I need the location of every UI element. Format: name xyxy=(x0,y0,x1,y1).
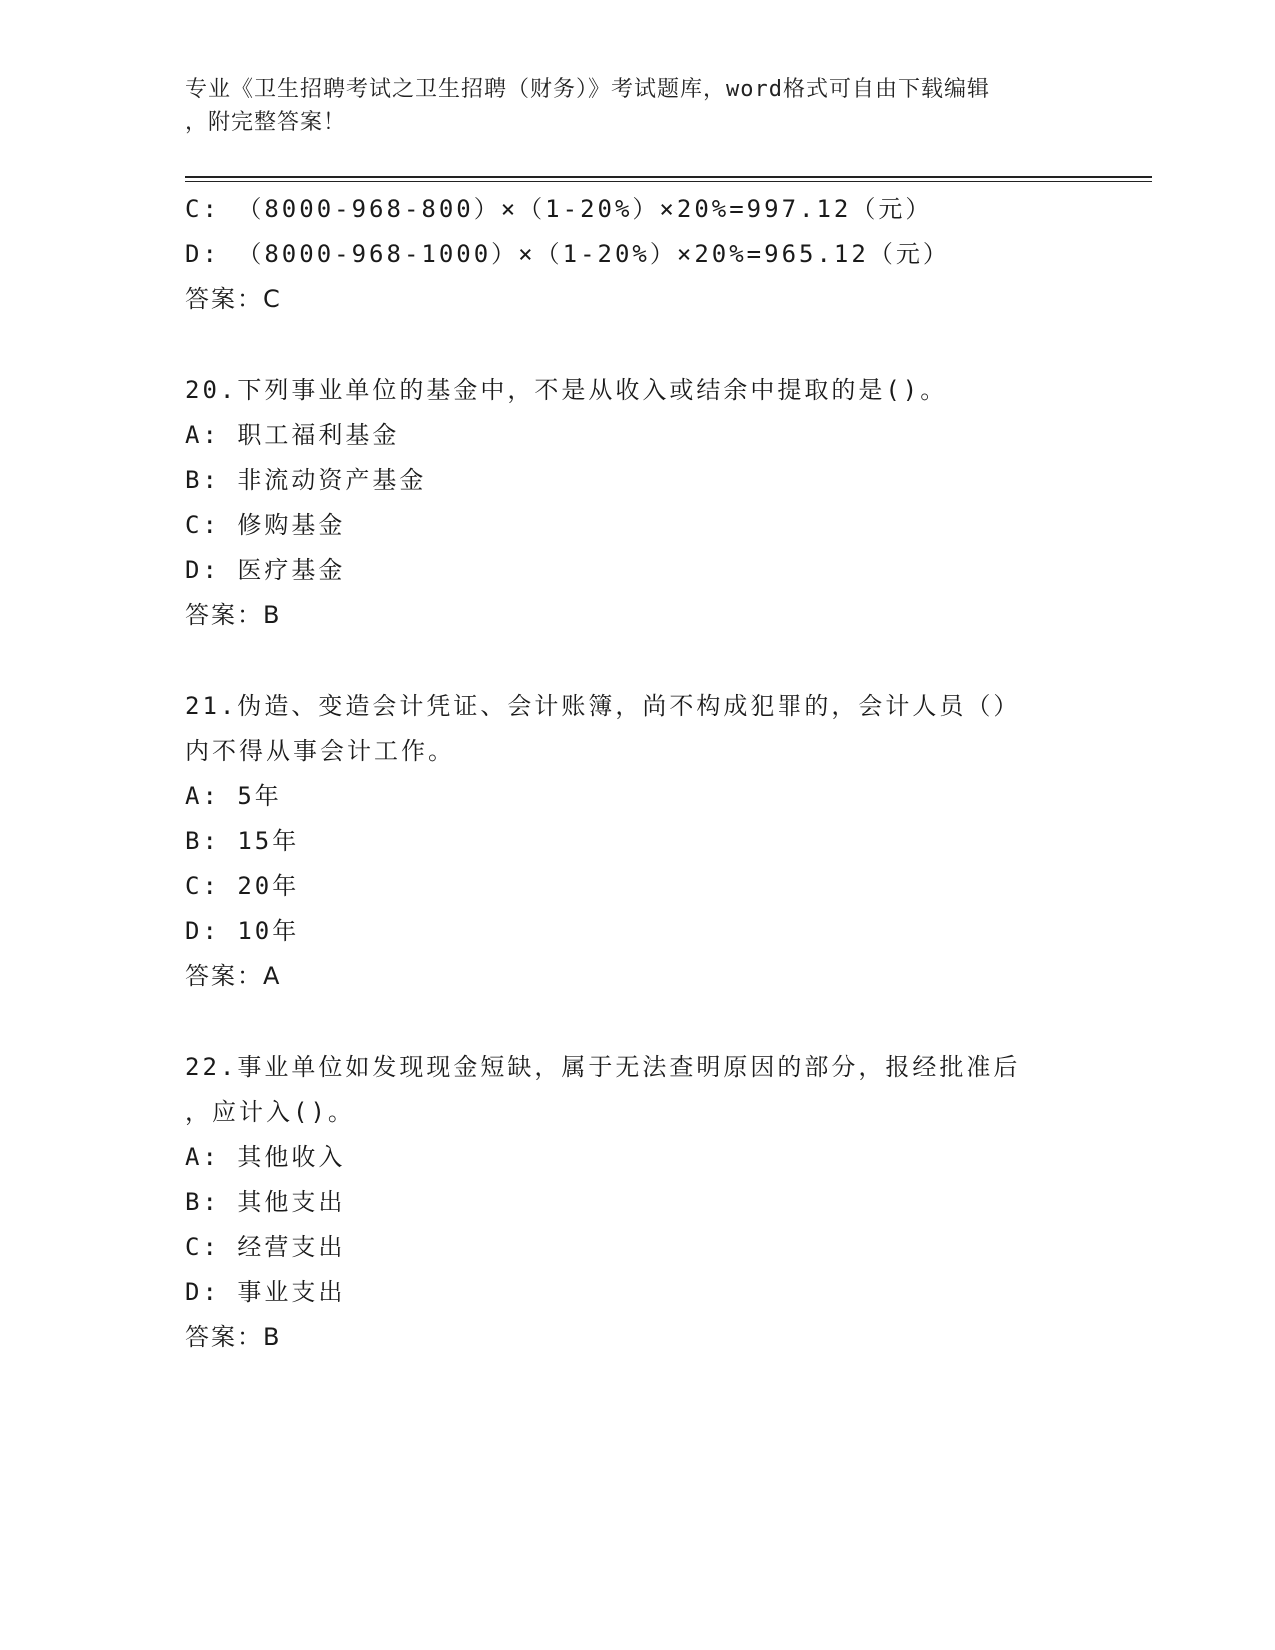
header-divider-thin xyxy=(185,181,1152,182)
question-spacer xyxy=(185,638,1085,684)
question-20 xyxy=(185,368,1085,638)
option-c: C: 经营支出 xyxy=(185,1233,346,1261)
document-body xyxy=(185,187,1085,1360)
option-c: C: 修购基金 xyxy=(185,511,346,539)
question-stem-continued: ，应计入()。 xyxy=(185,1098,355,1126)
header-line-2: ，附完整答案！ xyxy=(185,110,347,135)
option-d: D: 10年 xyxy=(185,917,300,945)
option-b: B: 15年 xyxy=(185,827,300,855)
option-a: A: 其他收入 xyxy=(185,1143,346,1171)
option-d: D: 医疗基金 xyxy=(185,556,346,584)
question-21 xyxy=(185,684,1085,999)
option-c: C: （8000-968-800）×（1-20%）×20%=997.12（元） xyxy=(185,195,933,223)
question-stem: 21.伪造、变造会计凭证、会计账簿，尚不构成犯罪的，会计人员（） xyxy=(185,692,1021,720)
question-22 xyxy=(185,1045,1085,1360)
question-stem: 20.下列事业单位的基金中，不是从收入或结余中提取的是()。 xyxy=(185,376,948,404)
header-divider-thick xyxy=(185,176,1152,178)
question-stem: 22.事业单位如发现现金短缺，属于无法查明原因的部分，报经批准后 xyxy=(185,1053,1021,1081)
option-b: B: 非流动资产基金 xyxy=(185,466,427,494)
header-line-1: 专业《卫生招聘考试之卫生招聘（财务）》考试题库，word格式可自由下载编辑 xyxy=(185,77,990,102)
answer-line: 答案：B xyxy=(185,601,282,629)
option-a: A: 职工福利基金 xyxy=(185,421,400,449)
answer-line: 答案：A xyxy=(185,962,282,990)
option-d: D: 事业支出 xyxy=(185,1278,346,1306)
answer-line: 答案：C xyxy=(185,285,282,313)
question-19-tail xyxy=(185,187,1085,322)
option-d: D: （8000-968-1000）×（1-20%）×20%=965.12（元） xyxy=(185,240,950,268)
answer-line: 答案：B xyxy=(185,1323,282,1351)
question-spacer xyxy=(185,322,1085,368)
option-a: A: 5年 xyxy=(185,782,282,810)
document-header xyxy=(185,73,1075,139)
question-stem-continued: 内不得从事会计工作。 xyxy=(185,737,455,765)
question-spacer xyxy=(185,999,1085,1045)
option-b: B: 其他支出 xyxy=(185,1188,346,1216)
option-c: C: 20年 xyxy=(185,872,300,900)
